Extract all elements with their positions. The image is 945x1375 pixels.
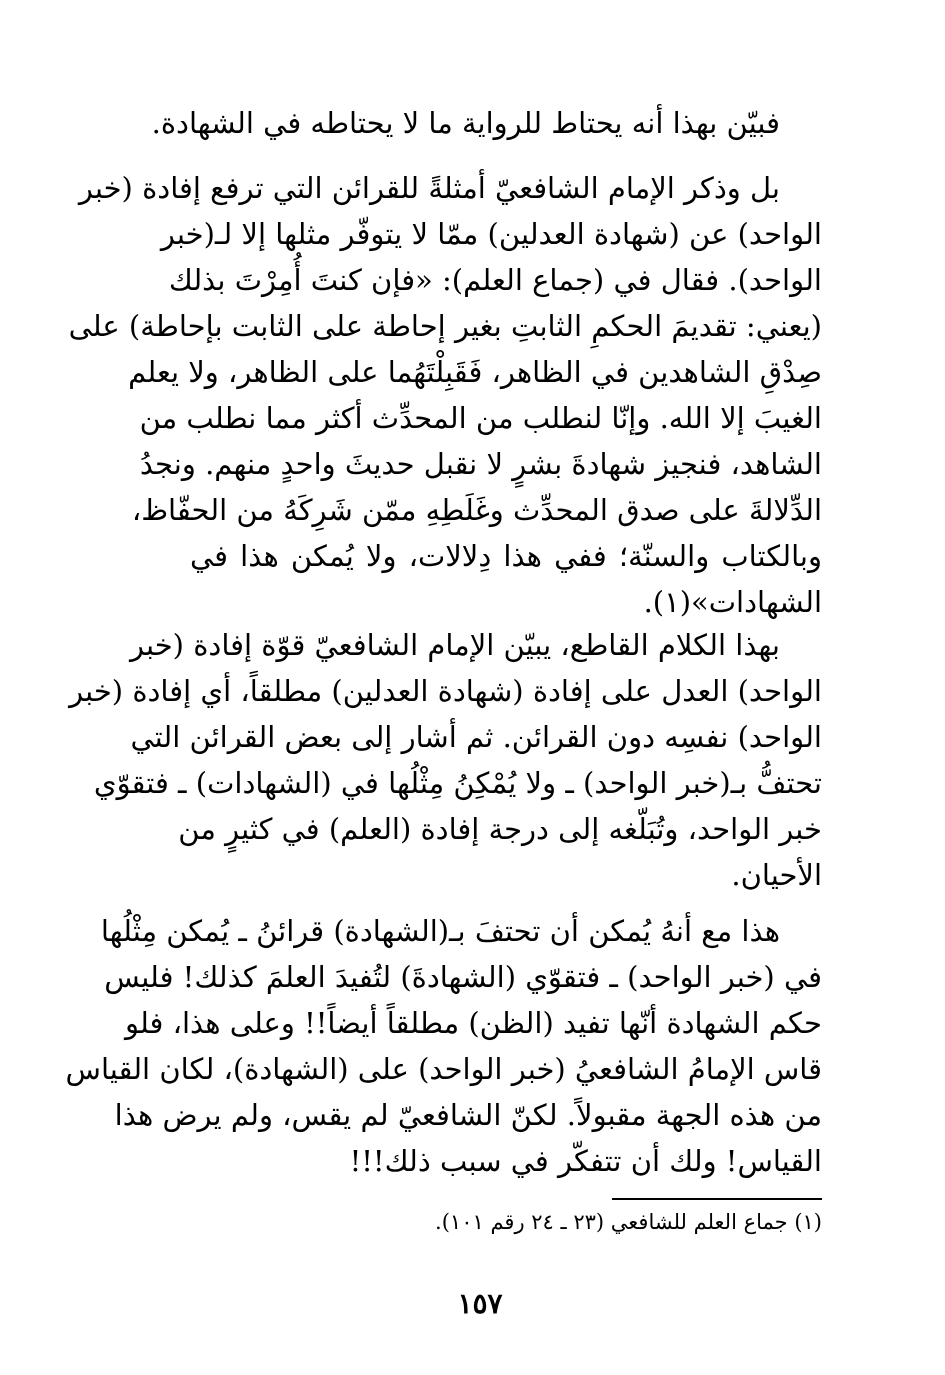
- paragraph-1: [151, 100, 822, 146]
- text-line: الشهادات»(١).: [643, 585, 822, 619]
- text-line: الواحد) نفسِه دون القرائن. ثم أشار إلى بعض القرائن التي: [130, 720, 822, 754]
- text-line: تحتفُّ بـ(خبر الواحد) ـ ولا يُمْكِنُ مِثْلُها في (الشهادات) ـ فتقوّي: [93, 766, 822, 800]
- paragraph-4: [65, 908, 822, 1184]
- footnote-divider: [612, 1198, 822, 1200]
- text-line: هذا مع أنهُ يُمكن أن تحتفَ بـ(الشهادة) قرائنُ ـ يُمكن مِثْلُها: [100, 914, 780, 948]
- text-line: صِدْقِ الشاهدين في الظاهر، فَقَبِلْتَهُما على الظاهر، ولا يعلم: [128, 355, 822, 389]
- text-line: الواحد) عن (شهادة العدلين) ممّا لا يتوفّر مثلها إلا لـ(خبر: [160, 217, 822, 251]
- footnote: (١) جماع العلم للشافعي (٢٣ ـ ٢٤ رقم ١٠١).: [435, 1210, 822, 1234]
- text-line: خبر الواحد، وتُبَلّغه إلى درجة إفادة (العلم) في كثيرٍ من: [178, 812, 822, 846]
- text-line: من هذه الجهة مقبولاً. لكنّ الشافعيّ لم يقس، ولم يرض هذا: [114, 1098, 822, 1132]
- text-line: بل وذكر الإمام الشافعيّ أمثلةً للقرائن التي ترفع إفادة (خبر: [78, 171, 780, 205]
- paragraph-2: [68, 165, 822, 625]
- text-line: في (خبر الواحد) ـ فتقوّي (الشهادةَ) لتُفيدَ العلمَ كذلك! فليس: [104, 960, 822, 994]
- text-line: الشاهد، فنجيز شهادةَ بشرٍ لا نقبل حديثَ واحدٍ منهم. ونجدُ: [139, 447, 822, 481]
- page-number: ١٥٧: [457, 1287, 503, 1320]
- text-line: فبيّن بهذا أنه يحتاط للرواية ما لا يحتاطه في الشهادة.: [151, 106, 780, 140]
- text-line: بهذا الكلام القاطع، يبيّن الإمام الشافعيّ قوّة إفادة (خبر: [130, 628, 780, 662]
- text-line: حكم الشهادة أنّها تفيد (الظن) مطلقاً أيضاً!! وعلى هذا، فلو: [124, 1006, 822, 1040]
- text-line: الغيبَ إلا الله. وإنّا لنطلب من المحدِّث أكثر مما نطلب من: [139, 401, 822, 435]
- text-line: الواحد). فقال في (جماع العلم): «فإن كنتَ أُمِرْتَ بذلك: [168, 263, 822, 297]
- paragraph-3: [69, 622, 822, 898]
- text-line: وبالكتاب والسنّة؛ ففي هذا دِلالات، ولا يُمكن هذا في: [190, 539, 822, 573]
- text-line: (يعني: تقديمَ الحكمِ الثابتِ بغير إحاطة على الثابت بإحاطة) على: [68, 309, 822, 343]
- text-line: الدِّلالةَ على صدق المحدِّث وغَلَطِهِ ممّن شَرِكَهُ من الحفّاظ،: [131, 493, 822, 527]
- text-line: الأحيان.: [731, 858, 822, 892]
- text-line: القياس! ولك أن تتفكّر في سبب ذلك!!!: [349, 1144, 822, 1178]
- text-line: الواحد) العدل على إفادة (شهادة العدلين) مطلقاً، أي إفادة (خبر: [69, 674, 822, 708]
- text-line: قاس الإمامُ الشافعيُ (خبر الواحد) على (الشهادة)، لكان القياس: [65, 1052, 822, 1086]
